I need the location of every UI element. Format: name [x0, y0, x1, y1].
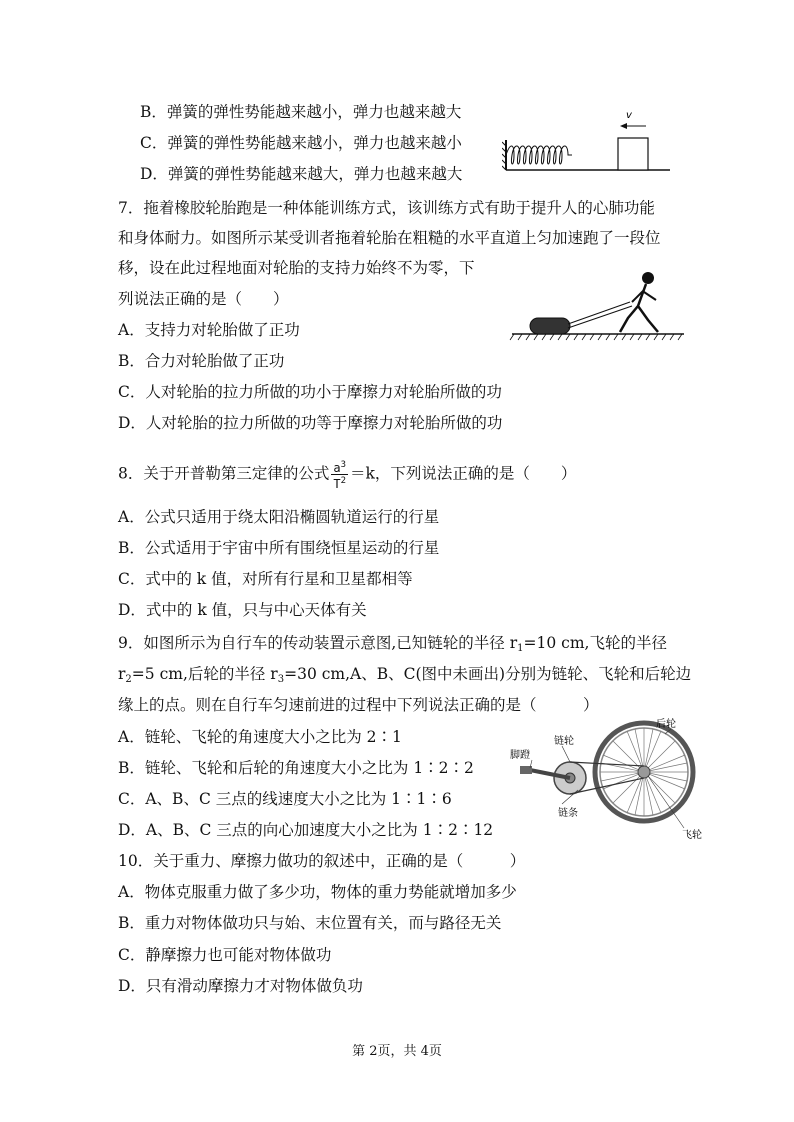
- q9-r1-subscript: 1: [517, 643, 524, 654]
- q9-r2-subscript: 2: [125, 674, 132, 685]
- bicycle-transmission-figure: [508, 716, 710, 840]
- formula-denominator: T: [333, 477, 341, 491]
- kepler-formula: [331, 459, 348, 490]
- q9-option-c: C．A、B、C 三点的线速度大小之比为 1∶1∶6: [118, 790, 452, 808]
- q10-option-c: C．静摩擦力也可能对物体做功: [118, 946, 332, 964]
- q7-option-b: B．合力对轮胎做了正功: [118, 352, 285, 370]
- page-footer: 第 2页，共 4页: [352, 1044, 442, 1059]
- q6-option-d: D．弹簧的弹性势能越来越大，弹力也越来越大: [140, 165, 463, 183]
- formula-denominator-exponent: 2: [340, 476, 347, 486]
- q9-stem-line1: [118, 633, 667, 659]
- spring-block-figure: [502, 100, 672, 176]
- pedal-label: 脚蹬: [510, 750, 530, 761]
- q8-stem: [118, 459, 576, 490]
- rear-wheel-label: 后轮: [656, 719, 676, 730]
- q9-r3-subscript: 3: [277, 674, 285, 685]
- formula-numerator: a: [333, 461, 341, 475]
- q10-option-d: D．只有滑动摩擦力才对物体做负功: [118, 977, 363, 995]
- formula-numerator-exponent: 3: [340, 460, 347, 470]
- q8-option-a: A．公式只适用于绕太阳沿椭圆轨道运行的行星: [118, 508, 440, 526]
- q7-option-d: D．人对轮胎的拉力所做的功等于摩擦力对轮胎所做的功: [118, 414, 503, 432]
- q8-option-c: C．式中的 k 值，对所有行星和卫星都相等: [118, 570, 413, 588]
- flywheel-label: 飞轮: [682, 830, 702, 840]
- q7-stem-line4: 列说法正确的是（ ）: [118, 290, 289, 308]
- q10-option-b: B．重力对物体做功只与始、末位置有关，而与路径无关: [118, 914, 502, 932]
- q7-stem-line1: 7．拖着橡胶轮胎跑是一种体能训练方式，该训练方式有助于提升人的心肺功能: [118, 199, 655, 217]
- q7-option-a: A．支持力对轮胎做了正功: [118, 321, 300, 339]
- q7-option-c: C．人对轮胎的拉力所做的功小于摩擦力对轮胎所做的功: [118, 383, 502, 401]
- q9-option-d: D．A、B、C 三点的向心加速度大小之比为 1∶2∶12: [118, 821, 494, 839]
- tire-drag-figure: [508, 266, 688, 344]
- q8-option-b: B．公式适用于宇宙中所有围绕恒星运动的行星: [118, 539, 440, 557]
- q7-stem-line2: 和身体耐力。如图所示某受训者拖着轮胎在粗糙的水平直道上匀加速跑了一段位: [118, 229, 661, 247]
- q7-stem-line3: 移，设在此过程地面对轮胎的支持力始终不为零，下: [118, 259, 475, 277]
- chainring-label: 链轮: [554, 736, 574, 747]
- q9-stem-line3: 缘上的点。则在自行车匀速前进的过程中下列说法正确的是（ ）: [118, 696, 599, 714]
- q6-option-b: B．弹簧的弹性势能越来越小，弹力也越来越大: [140, 103, 462, 121]
- velocity-label: v: [626, 110, 632, 121]
- q9-stem2-suffix: =30 cm,A、B、C(图中未画出)分别为链轮、飞轮和后轮边: [284, 665, 692, 683]
- q9-option-a: A．链轮、飞轮的角速度大小之比为 2∶1: [118, 728, 402, 746]
- q6-option-c: C．弹簧的弹性势能越来越小，弹力也越来越小: [140, 134, 462, 152]
- q10-option-a: A．物体克服重力做了多少功，物体的重力势能就增加多少: [118, 883, 517, 901]
- q9-option-b: B．链轮、飞轮和后轮的角速度大小之比为 1∶2∶2: [118, 759, 474, 777]
- q9-stem2-prefix: r: [118, 665, 126, 683]
- chain-label: 链条: [558, 808, 578, 819]
- q9-stem-line2: [118, 664, 691, 690]
- q9-stem1-prefix: 9．如图所示为自行车的传动装置示意图,已知链轮的半径 r: [118, 634, 518, 652]
- q8-stem-suffix: ＝k，下列说法正确的是（ ）: [350, 464, 577, 483]
- q9-stem1-suffix: =10 cm,飞轮的半径: [523, 634, 667, 652]
- q9-stem2-middle: =5 cm,后轮的半径 r: [131, 665, 278, 683]
- q8-option-d: D．式中的 k 值，只与中心天体有关: [118, 601, 367, 619]
- q10-stem: 10．关于重力、摩擦力做功的叙述中，正确的是（ ）: [118, 852, 526, 870]
- q8-stem-prefix: 8．关于开普勒第三定律的公式: [118, 464, 330, 483]
